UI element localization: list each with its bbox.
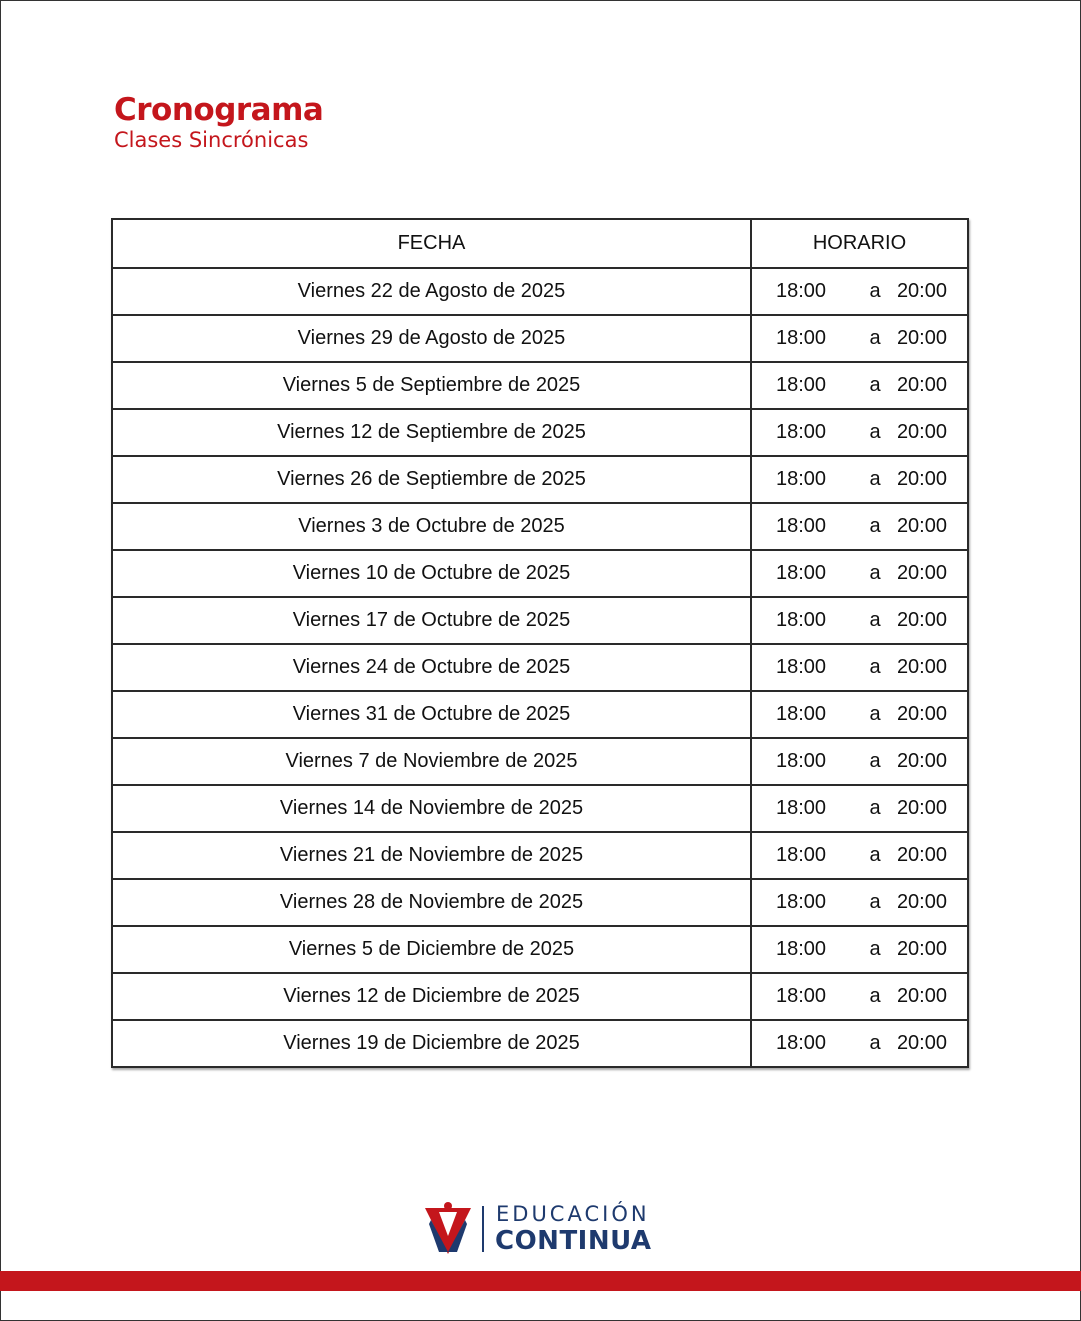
- end-time: 20:00: [896, 797, 947, 819]
- table-row: [112, 597, 968, 644]
- schedule-table: [111, 218, 969, 1068]
- table-row: [112, 879, 968, 926]
- end-time: 20:00: [896, 421, 947, 443]
- cell-horario: [751, 785, 968, 832]
- cell-horario: [751, 738, 968, 785]
- end-time: 20:00: [896, 844, 947, 866]
- cell-fecha: Viernes 5 de Septiembre de 2025: [112, 362, 751, 409]
- time-separator: a: [869, 656, 881, 678]
- time-separator: a: [869, 562, 881, 584]
- end-time: 20:00: [896, 750, 947, 772]
- column-header-fecha: FECHA: [112, 219, 751, 268]
- end-time: 20:00: [896, 280, 947, 302]
- column-header-horario: HORARIO: [751, 219, 968, 268]
- time-separator: a: [869, 891, 881, 913]
- cell-horario: [751, 503, 968, 550]
- cell-fecha: Viernes 19 de Diciembre de 2025: [112, 1020, 751, 1067]
- end-time: 20:00: [896, 562, 947, 584]
- cell-fecha: Viernes 10 de Octubre de 2025: [112, 550, 751, 597]
- page-subtitle: Clases Sincrónicas: [114, 128, 309, 152]
- start-time: 18:00: [776, 656, 827, 678]
- start-time: 18:00: [776, 327, 827, 349]
- table-row: [112, 832, 968, 879]
- cell-fecha: Viernes 28 de Noviembre de 2025: [112, 879, 751, 926]
- time-separator: a: [869, 703, 881, 725]
- time-separator: a: [869, 750, 881, 772]
- end-time: 20:00: [896, 468, 947, 490]
- table-header-row: [112, 219, 968, 268]
- start-time: 18:00: [776, 750, 827, 772]
- table-row: [112, 785, 968, 832]
- table-body: [112, 268, 968, 1067]
- cell-horario: [751, 879, 968, 926]
- university-shield-icon: [425, 1202, 471, 1256]
- end-time: 20:00: [896, 703, 947, 725]
- end-time: 20:00: [896, 327, 947, 349]
- educacion-continua-logo: [425, 1202, 665, 1258]
- table-row: [112, 973, 968, 1020]
- table-row: [112, 409, 968, 456]
- time-separator: a: [869, 1032, 881, 1054]
- time-separator: a: [869, 468, 881, 490]
- cell-fecha: Viernes 21 de Noviembre de 2025: [112, 832, 751, 879]
- table-row: [112, 456, 968, 503]
- start-time: 18:00: [776, 844, 827, 866]
- cell-fecha: Viernes 26 de Septiembre de 2025: [112, 456, 751, 503]
- table-row: [112, 738, 968, 785]
- cell-horario: [751, 691, 968, 738]
- cell-fecha: Viernes 5 de Diciembre de 2025: [112, 926, 751, 973]
- time-separator: a: [869, 421, 881, 443]
- end-time: 20:00: [896, 938, 947, 960]
- logo-text-top: EDUCACIÓN: [496, 1202, 650, 1226]
- time-separator: a: [869, 797, 881, 819]
- time-separator: a: [869, 609, 881, 631]
- cell-fecha: Viernes 12 de Diciembre de 2025: [112, 973, 751, 1020]
- time-separator: a: [869, 844, 881, 866]
- cell-horario: [751, 1020, 968, 1067]
- table-row: [112, 1020, 968, 1067]
- table-row: [112, 550, 968, 597]
- start-time: 18:00: [776, 515, 827, 537]
- start-time: 18:00: [776, 1032, 827, 1054]
- logo-text-bottom: CONTINUA: [495, 1226, 652, 1256]
- page-title: Cronograma: [114, 92, 324, 128]
- table-row: [112, 926, 968, 973]
- table-row: [112, 315, 968, 362]
- cell-fecha: Viernes 22 de Agosto de 2025: [112, 268, 751, 315]
- start-time: 18:00: [776, 609, 827, 631]
- time-separator: a: [869, 374, 881, 396]
- start-time: 18:00: [776, 280, 827, 302]
- table-row: [112, 691, 968, 738]
- footer-red-bar: [0, 1271, 1081, 1291]
- cell-fecha: Viernes 7 de Noviembre de 2025: [112, 738, 751, 785]
- cell-fecha: Viernes 12 de Septiembre de 2025: [112, 409, 751, 456]
- cell-horario: [751, 597, 968, 644]
- cell-horario: [751, 315, 968, 362]
- end-time: 20:00: [896, 985, 947, 1007]
- cell-horario: [751, 409, 968, 456]
- start-time: 18:00: [776, 797, 827, 819]
- time-separator: a: [869, 327, 881, 349]
- end-time: 20:00: [896, 891, 947, 913]
- time-separator: a: [869, 985, 881, 1007]
- cell-fecha: Viernes 31 de Octubre de 2025: [112, 691, 751, 738]
- start-time: 18:00: [776, 985, 827, 1007]
- end-time: 20:00: [896, 515, 947, 537]
- table-row: [112, 644, 968, 691]
- cell-horario: [751, 973, 968, 1020]
- time-separator: a: [869, 938, 881, 960]
- cell-fecha: Viernes 14 de Noviembre de 2025: [112, 785, 751, 832]
- start-time: 18:00: [776, 374, 827, 396]
- cell-fecha: Viernes 29 de Agosto de 2025: [112, 315, 751, 362]
- start-time: 18:00: [776, 562, 827, 584]
- logo-divider: [482, 1206, 484, 1252]
- start-time: 18:00: [776, 938, 827, 960]
- cell-horario: [751, 832, 968, 879]
- table-row: [112, 362, 968, 409]
- cell-fecha: Viernes 17 de Octubre de 2025: [112, 597, 751, 644]
- cell-horario: [751, 456, 968, 503]
- end-time: 20:00: [896, 656, 947, 678]
- time-separator: a: [869, 280, 881, 302]
- end-time: 20:00: [896, 374, 947, 396]
- cell-horario: [751, 268, 968, 315]
- end-time: 20:00: [896, 1032, 947, 1054]
- cell-horario: [751, 550, 968, 597]
- start-time: 18:00: [776, 703, 827, 725]
- start-time: 18:00: [776, 891, 827, 913]
- table-row: [112, 268, 968, 315]
- cell-horario: [751, 926, 968, 973]
- table-row: [112, 503, 968, 550]
- cell-fecha: Viernes 24 de Octubre de 2025: [112, 644, 751, 691]
- start-time: 18:00: [776, 421, 827, 443]
- end-time: 20:00: [896, 609, 947, 631]
- start-time: 18:00: [776, 468, 827, 490]
- cell-fecha: Viernes 3 de Octubre de 2025: [112, 503, 751, 550]
- cell-horario: [751, 644, 968, 691]
- cell-horario: [751, 362, 968, 409]
- time-separator: a: [869, 515, 881, 537]
